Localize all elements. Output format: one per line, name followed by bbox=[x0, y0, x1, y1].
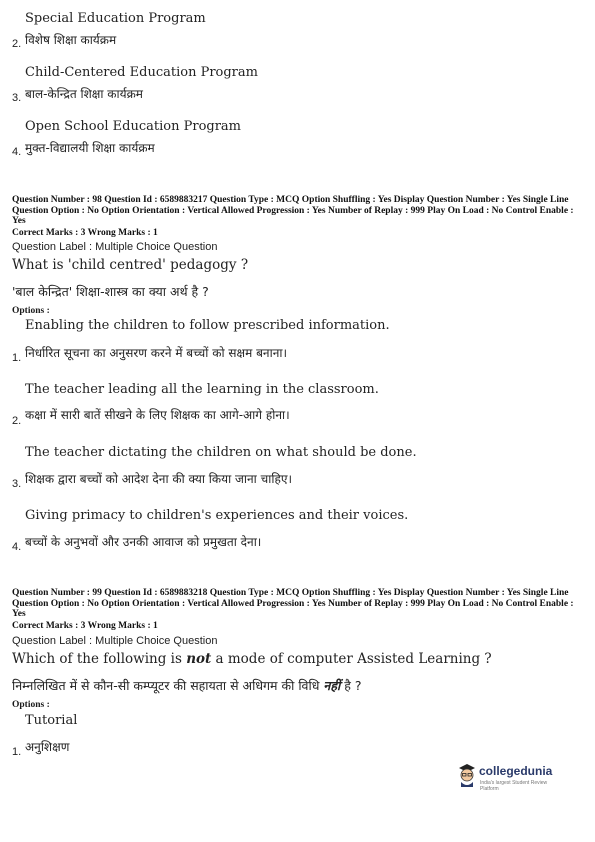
option-4-number: 4. bbox=[12, 146, 22, 158]
q98-option-3-number: 3. bbox=[12, 478, 22, 490]
q99-question-hi bbox=[12, 677, 361, 694]
q99-question-hi-pre: निम्नलिखित में से कौन-सी कम्प्यूटर की सहायता से अधिगम की विधि bbox=[12, 678, 324, 693]
q98-option-2-en: The teacher leading all the learning in the classroom. bbox=[25, 382, 379, 397]
q98-option-4-number: 4. bbox=[12, 541, 22, 553]
option-4-en: Open School Education Program bbox=[25, 119, 242, 134]
option-3-number: 3. bbox=[12, 92, 22, 104]
q98-label: Question Label : Multiple Choice Question bbox=[12, 241, 218, 253]
option-2-en: Special Education Program bbox=[25, 11, 206, 26]
q98-question-en: What is 'child centred' pedagogy ? bbox=[12, 257, 249, 273]
logo-wordmark: collegedunia bbox=[479, 764, 553, 778]
q98-meta: Question Number : 98 Question Id : 6589883217 Question Type : MCQ Option Shuffling : Yes Display Question Number : Yes Single Line Question Option : No Option Orientation : Vertical Allowed Progression : Yes Number of Replay : 999 Play On Load : No Control Enable : Yes bbox=[12, 195, 574, 226]
option-2-hi: विशेष शिक्षा कार्यक्रम bbox=[25, 33, 117, 47]
q98-marks: Correct Marks : 3 Wrong Marks : 1 bbox=[12, 228, 158, 238]
q98-option-2-hi: कक्षा में सारी बातें सीखने के लिए शिक्षक का आगे-आगे होना। bbox=[25, 408, 290, 422]
q99-question-en-pre: Which of the following is bbox=[12, 651, 187, 667]
collegedunia-logo bbox=[457, 760, 557, 790]
q99-question-en-emphasis: not bbox=[186, 651, 212, 667]
logo-tagline: India's largest Student Review Platform bbox=[480, 780, 548, 792]
q99-option-1-number: 1. bbox=[12, 746, 22, 758]
q99-question-hi-post: है ? bbox=[340, 678, 362, 693]
q98-option-1-en: Enabling the children to follow prescribed information. bbox=[25, 318, 390, 333]
q99-option-1-en: Tutorial bbox=[25, 713, 78, 728]
q99-option-1-hi: अनुशिक्षण bbox=[25, 740, 70, 754]
q99-options-heading: Options : bbox=[12, 700, 50, 710]
option-4-hi: मुक्त-विद्यालयी शिक्षा कार्यक्रम bbox=[25, 141, 155, 155]
student-mascot-icon bbox=[457, 762, 477, 788]
q99-question-en-post: a mode of computer Assisted Learning ? bbox=[211, 651, 492, 667]
q98-option-4-en: Giving primacy to children's experiences and their voices. bbox=[25, 508, 409, 523]
q99-question-en bbox=[12, 651, 492, 667]
q99-meta: Question Number : 99 Question Id : 6589883218 Question Type : MCQ Option Shuffling : Yes Display Question Number : Yes Single Line Question Option : No Option Orientation : Vertical Allowed Progression : Yes Number of Replay : 999 Play On Load : No Control Enable : Yes bbox=[12, 588, 574, 619]
q98-question-hi: 'बाल केन्द्रित' शिक्षा-शास्त्र का क्या अर्थ है ? bbox=[12, 284, 209, 299]
option-3-hi: बाल-केन्द्रित शिक्षा कार्यक्रम bbox=[25, 87, 143, 101]
q99-question-hi-emphasis: नहीं bbox=[323, 678, 341, 693]
q98-option-2-number: 2. bbox=[12, 415, 22, 427]
option-2-number: 2. bbox=[12, 38, 22, 50]
q98-option-1-hi: निर्धारित सूचना का अनुसरण करने में बच्चों को सक्षम बनाना। bbox=[25, 346, 288, 360]
q98-option-3-hi: शिक्षक द्वारा बच्चों को आदेश देना की क्या किया जाना चाहिए। bbox=[25, 472, 292, 486]
q99-label: Question Label : Multiple Choice Question bbox=[12, 635, 218, 647]
q99-marks: Correct Marks : 3 Wrong Marks : 1 bbox=[12, 621, 158, 631]
q98-options-heading: Options : bbox=[12, 306, 50, 316]
q98-option-1-number: 1. bbox=[12, 352, 22, 364]
q98-option-4-hi: बच्चों के अनुभवों और उनकी आवाज को प्रमुखता देना। bbox=[25, 535, 262, 549]
q98-option-3-en: The teacher dictating the children on what should be done. bbox=[25, 445, 417, 460]
option-3-en: Child-Centered Education Program bbox=[25, 65, 258, 80]
